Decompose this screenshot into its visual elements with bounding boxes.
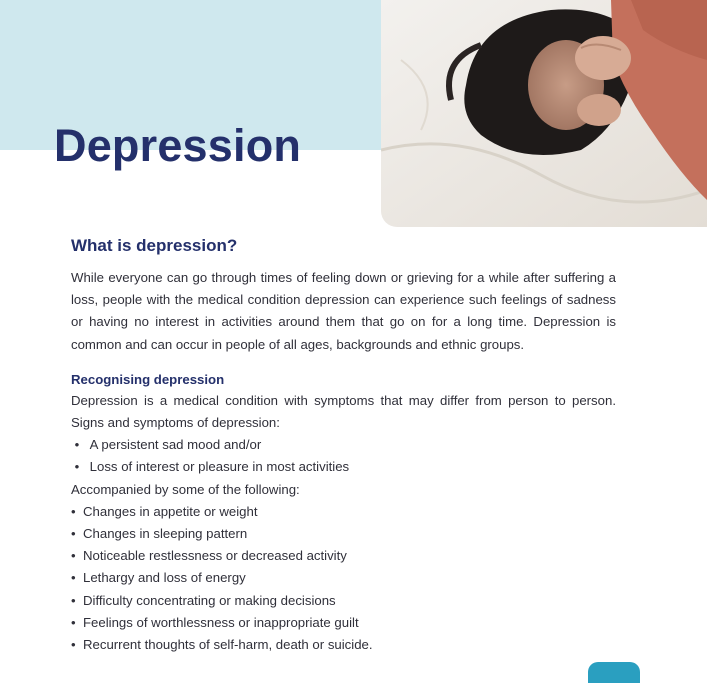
section-heading: What is depression? <box>71 236 238 255</box>
page-corner-tab <box>588 662 640 683</box>
recognising-paragraph: Depression is a medical condition with symptoms that may differ from person to person. Signs and symptoms of depression: <box>71 392 616 431</box>
list-item: • A persistent sad mood and/or <box>71 437 262 453</box>
recognising-heading: Recognising depression <box>71 371 225 387</box>
other-symptoms-list <box>71 501 616 656</box>
content <box>71 234 616 656</box>
photo-illustration <box>381 0 707 227</box>
accompanied-label: Accompanied by some of the following: <box>71 481 300 497</box>
intro-paragraph: While everyone can go through times of feeling down or grieving for a while after suffering a loss, people with the medical condition depression can experience such feelings of sadness or having no interest in activities around them that go on for a long time. Depression is common and can occur in people of all ages, backgrounds and ethnic groups. <box>71 270 616 352</box>
list-item: • Changes in sleeping pattern <box>71 526 248 542</box>
core-symptoms-list <box>71 434 616 478</box>
list-item: • Feelings of worthlessness or inappropriate guilt <box>71 614 359 630</box>
list-item: • Difficulty concentrating or making decisions <box>71 592 336 608</box>
list-item: • Loss of interest or pleasure in most activities <box>71 459 350 475</box>
list-item: • Changes in appetite or weight <box>71 503 258 519</box>
list-item: • Noticeable restlessness or decreased activity <box>71 548 347 564</box>
list-item: • Lethargy and loss of energy <box>71 570 246 586</box>
page-title: Depression <box>54 120 302 171</box>
header-photo <box>381 0 707 227</box>
list-item: • Recurrent thoughts of self-harm, death or suicide. <box>71 637 373 653</box>
